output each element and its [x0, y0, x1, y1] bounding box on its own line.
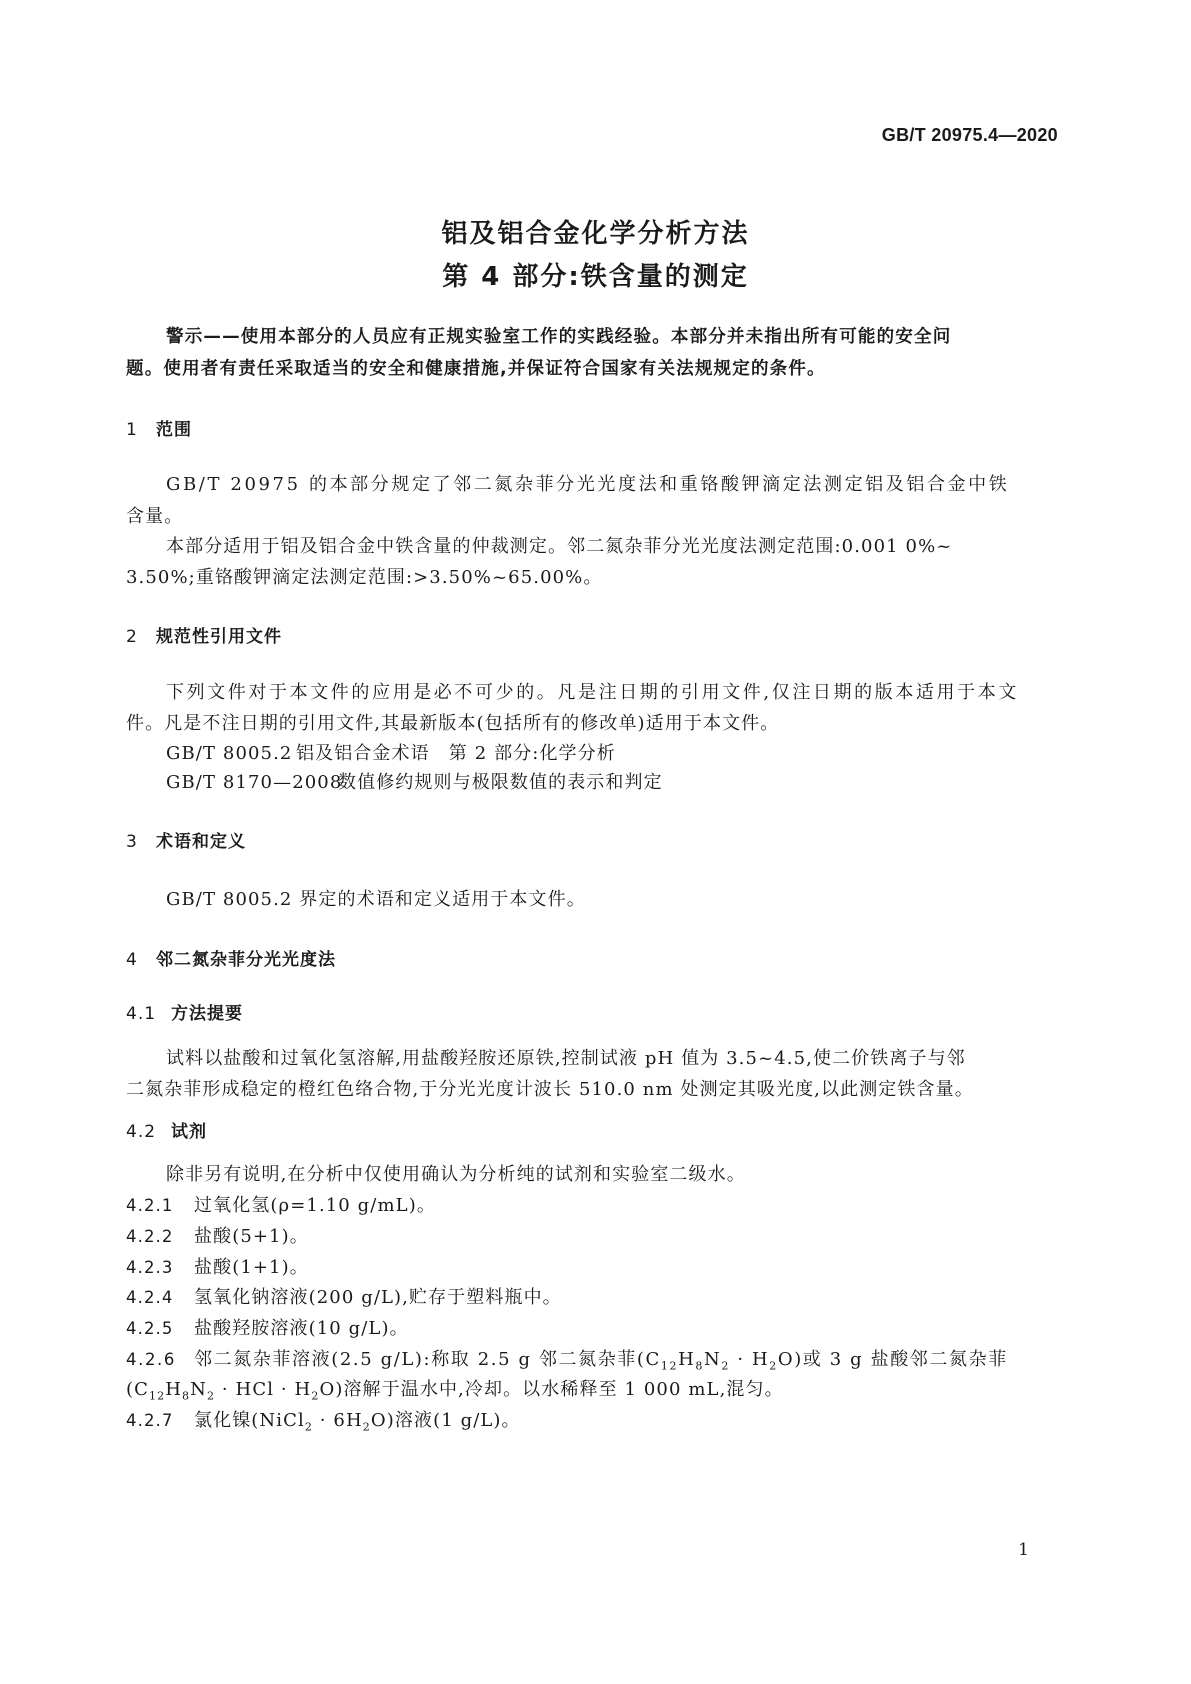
section-number: 2	[126, 627, 138, 647]
subscript: 12	[149, 1389, 166, 1403]
refs-paragraph-line-2: 件。凡是不注日期的引用文件,其最新版本(包括所有的修改单)适用于本文件。	[126, 713, 780, 734]
section-1-heading	[126, 415, 192, 440]
section-title: 范围	[156, 420, 192, 440]
method-summary-line-2: 二氮杂菲形成稳定的橙红色络合物,于分光光度计波长 510.0 nm 处测定其吸光度,以此测定铁含量。	[126, 1079, 974, 1100]
scope-paragraph-1-line-2: 含量。	[126, 506, 184, 527]
scope-paragraph-2-line-1: 本部分适用于铝及铝合金中铁含量的仲裁测定。邻二氮杂菲分光光度法测定范围:0.001 0%~	[166, 536, 953, 557]
reference-item	[166, 768, 663, 794]
section-number: 3	[126, 832, 138, 852]
subscript: 2	[206, 1389, 216, 1403]
section-3-heading	[126, 827, 246, 852]
reagent-item	[126, 1253, 309, 1279]
subscript: 8	[695, 1359, 705, 1373]
item-text: 盐酸(1+1)。	[194, 1257, 309, 1278]
item-text: O)溶解于温水中,冷却。以水稀释至 1 000 mL,混匀。	[319, 1379, 784, 1400]
terms-paragraph: GB/T 8005.2 界定的术语和定义适用于本文件。	[166, 889, 586, 910]
item-number: 4.2.5	[126, 1319, 174, 1338]
item-text: 盐酸羟胺溶液(10 g/L)。	[194, 1318, 409, 1339]
section-title: 规范性引用文件	[156, 627, 282, 647]
reagent-item	[126, 1191, 436, 1217]
section-number: 1	[126, 420, 138, 440]
subscript: 8	[182, 1389, 191, 1403]
item-number: 4.2.2	[126, 1227, 174, 1246]
scope-paragraph-2-line-2: 3.50%;重铬酸钾滴定法测定范围:>3.50%~65.00%。	[126, 567, 603, 588]
reagent-item	[126, 1314, 409, 1340]
section-title: 方法提要	[171, 1004, 243, 1024]
section-4-heading	[126, 945, 336, 970]
item-number: 4.2.7	[126, 1411, 174, 1430]
item-text: · H	[730, 1349, 770, 1370]
reference-title: 数值修约规则与极限数值的表示和判定	[338, 772, 663, 793]
section-4-1-heading	[126, 999, 243, 1024]
subscript: 2	[311, 1389, 320, 1403]
section-2-heading	[126, 622, 282, 647]
section-title: 术语和定义	[156, 832, 246, 852]
item-text: H	[165, 1379, 183, 1400]
document-subtitle: 第 4 部分:铁含量的测定	[442, 262, 749, 292]
warning-line-2: 题。使用者有责任采取适当的安全和健康措施,并保证符合国家有关法规规定的条件。	[126, 359, 826, 379]
item-text: 氯化镍(NiCl	[194, 1410, 305, 1431]
section-number: 4	[126, 950, 138, 970]
reagent-item	[126, 1345, 1008, 1373]
reagent-item	[126, 1283, 562, 1309]
reference-code: GB/T 8005.2	[166, 743, 293, 764]
section-4-2-heading	[126, 1117, 207, 1142]
item-number: 4.2.4	[126, 1288, 174, 1307]
item-text: O)或 3 g 盐酸邻二氮杂菲	[777, 1349, 1008, 1370]
subscript: 2	[304, 1420, 313, 1434]
item-text: · 6H	[312, 1410, 363, 1431]
item-text: H	[678, 1349, 696, 1370]
page-number: 1	[1018, 1540, 1029, 1560]
item-number: 4.2.3	[126, 1258, 174, 1277]
refs-paragraph-line-1: 下列文件对于本文件的应用是必不可少的。凡是注日期的引用文件,仅注日期的版本适用于本文	[166, 682, 1019, 703]
item-text: · HCl · H	[215, 1379, 312, 1400]
document-title: 铝及铝合金化学分析方法	[441, 219, 750, 249]
section-title: 邻二氮杂菲分光光度法	[156, 950, 336, 970]
scope-paragraph-1-line-1: GB/T 20975 的本部分规定了邻二氮杂菲分光光度法和重铬酸钾滴定法测定铝及铝合金中铁	[166, 474, 1010, 495]
reference-item	[166, 739, 616, 765]
reagents-intro: 除非另有说明,在分析中仅使用确认为分析纯的试剂和实验室二级水。	[166, 1164, 746, 1185]
subscript: 2	[769, 1359, 778, 1373]
item-number: 4.2.6	[126, 1350, 176, 1369]
item-number: 4.2.1	[126, 1196, 174, 1215]
reagent-item-continuation	[126, 1375, 784, 1403]
subscript: 2	[362, 1420, 371, 1434]
item-text: 过氧化氢(ρ=1.10 g/mL)。	[194, 1195, 436, 1216]
warning-line-1: 警示——使用本部分的人员应有正规实验室工作的实践经验。本部分并未指出所有可能的安全问	[166, 327, 952, 347]
method-summary-line-1: 试料以盐酸和过氧化氢溶解,用盐酸羟胺还原铁,控制试液 pH 值为 3.5~4.5,使二价铁离子与邻	[166, 1048, 966, 1069]
section-title: 试剂	[171, 1122, 207, 1142]
subscript: 2	[721, 1359, 730, 1373]
section-number: 4.1	[126, 1004, 157, 1024]
item-text: 氢氧化钠溶液(200 g/L),贮存于塑料瓶中。	[194, 1287, 562, 1308]
reference-title: 铝及铝合金术语 第 2 部分:化学分析	[296, 743, 616, 764]
item-text: N	[704, 1349, 722, 1370]
reagent-item	[126, 1222, 309, 1248]
standard-number: GB/T 20975.4—2020	[881, 125, 1058, 145]
item-text: 盐酸(5+1)。	[194, 1226, 309, 1247]
item-text: (C	[126, 1379, 149, 1400]
subscript: 12	[660, 1359, 679, 1373]
item-text: O)溶液(1 g/L)。	[370, 1410, 521, 1431]
item-text: N	[190, 1379, 207, 1400]
item-text: 邻二氮杂菲溶液(2.5 g/L):称取 2.5 g 邻二氮杂菲(C	[194, 1349, 661, 1370]
reference-code: GB/T 8170—2008	[166, 772, 343, 793]
section-number: 4.2	[126, 1122, 157, 1142]
reagent-item	[126, 1406, 521, 1434]
